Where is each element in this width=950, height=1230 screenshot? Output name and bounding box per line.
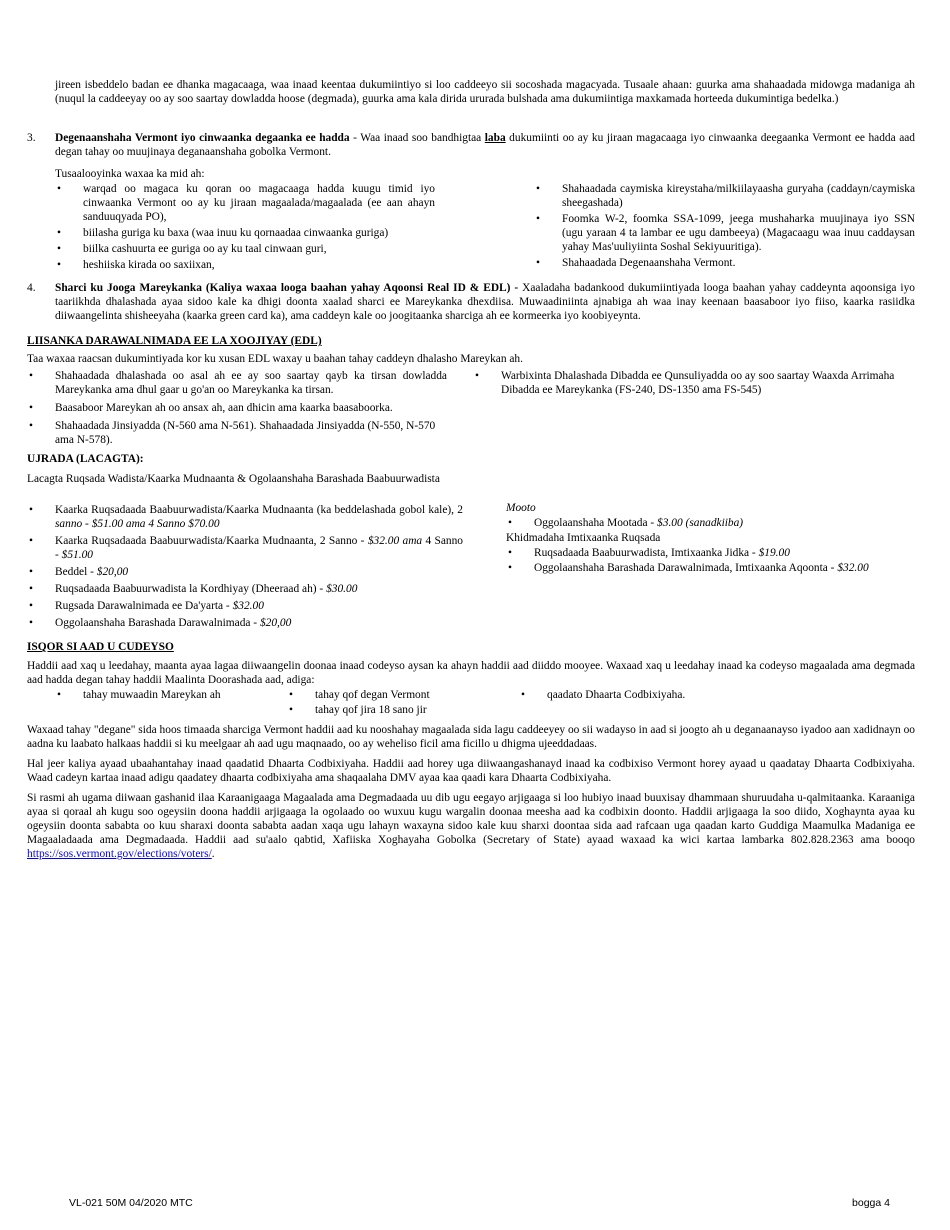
fee-text: Oggolaanshaha Mootada - [534,517,658,529]
list-item [27,534,463,562]
item-4-title: Sharci ku Jooga Mareykanka (Kaliya waxaa looga baahan yahay Aqoonsi Real ID & EDL) - [55,282,519,294]
list-item: • biilka cashuurta ee guriga oo ay ku taal cinwaan guri, [55,242,435,256]
mooto-label [506,501,536,515]
fee-amount: $3.00 (sanadkiiba) [657,517,744,529]
fee-amount: $20,00 [259,617,292,629]
list-item: • Baasaboor Mareykan ah oo ansax ah, aan dhicin ama kaarka baasaboorka. [27,401,447,415]
item-3-left-list [55,182,435,274]
fee-amount: $32.00 [837,562,869,574]
fee-amount: $51.00 [61,549,93,561]
item-3-text-b: dukumiinti oo ay ku jiraan magacaaga iyo cinwaanka deegaanka Vermont ee hadda aad degan tahay oo muujinaya deganaanshaha gobolka Vermont. [55,132,916,158]
item-3-paragraph [55,131,915,159]
item-4-number: 4. [27,282,36,294]
mooto-list [506,516,915,532]
item-3-laba: laba [484,132,506,144]
voter-criteria-col-1 [55,688,230,704]
list-item [27,599,463,613]
test-fees-list [506,546,915,577]
list-item: • tahay qof jira 18 sano jir [287,703,487,717]
edl-left-list [27,369,447,449]
voter-paragraph-3: Hal jeer kaliya ayaad ubaahantahay inaad qaadatid Dhaarta Codbixiyaha. Haddii aad horey uga diiwaangashanayd inaad ka codbixiso Vermont horey ayaad u qaadatay Dhaarta Codbixiyaha. Waad cadeyn kartaa inaad adigu qaadatey dhaarta codbixiyaha ama shaqaalaha DMV ayaa kaa qaadi kara Dhaarta Codbixiyaha. [27,758,915,784]
fees-heading: UJRADA (LACAGTA): [27,453,144,465]
list-item [27,616,463,630]
edl-intro: Taa waxaa raacsan dukumintiyada kor ku xusan EDL waxay u baahan tahay caddeyn dhalasho Mareykan ah. [27,353,523,365]
fee-amount: $30.00 [326,583,358,595]
list-item: • Shahaadada Degenaanshaha Vermont. [534,256,915,270]
voter-paragraph-1: Haddii aad xaq u leedahay, maanta ayaa lagaa diiwaangelin doonaa inaad codeyso aysan ka ahayn haddii aad diiddo mooyee. Waxaad xaq u leedahay inaad ka codeyso magaalada ama degmada aad hadda degan tahay haddii Maalinta Doorashada aad, adiga: [27,660,915,686]
item-3-title: Degenaanshaha Vermont iyo cinwaanka degaanka ee hadda [55,132,350,144]
fees-left-list [27,503,463,632]
list-item [506,516,915,530]
list-item: • Shahaadada caymiska kireystaha/milkiilayaasha guryaha (caddayn/caymiska sheegashada) [534,182,915,210]
fees-intro: Lacagta Ruqsada Wadista/Kaarka Mudnaanta & Ogolaanshaha Barashada Baabuurwadista [27,473,440,485]
fee-text: 4 Sanno - [55,535,463,561]
fee-text: Ruqsadaada Baabuurwadista, Imtixaanka Jidka - [534,547,759,559]
edl-right-list [473,369,915,399]
page-number: bogga 4 [852,1197,890,1209]
list-item [27,582,463,596]
list-item: • qaadato Dhaarta Codbixiyaha. [519,688,689,702]
fee-text: Oggolaanshaha Barashada Darawalnimada, Imtixaanka Aqoonta - [534,562,838,574]
list-item: • tahay qof degan Vermont [287,688,487,702]
fee-amount: $32.00 ama [367,535,423,547]
item-4-text: Xaaladaha badankood dukumiintiyada looga baahan yahay caddeynta aqoonsiga iyo taariikhda dhalashada ayaa sidoo kale ka dhigi doonta xaalad sharci ee Mareykanka dhexdiisa. Muwaadiniinta ajnabiga ah waa inay keenaan baasaboor iyo fiiso, kaarka rasiidka diiwaangelinta shisheeyaha (kaarka green card ka), ama caddeyn kale oo joogitaanka sharciga ah ee kormeerka iyo koobiyeynta. [55,282,915,322]
list-item: • heshiiska kirada oo saxiixan, [55,258,435,272]
elections-link[interactable]: https://sos.vermont.gov/elections/voters/ [27,848,212,860]
list-item [506,546,915,560]
mooto-label-text: Mooto [506,502,536,514]
list-item: • warqad oo magaca ku qoran oo magacaaga hadda kuugu timid iyo cinwaanka Vermont oo ay ku jiraan magaalada/magaalada (ee aan ahayn sanduuqyada PO), [55,182,435,224]
edl-heading: LIISANKA DARAWALNIMADA EE LA XOOJIYAY (EDL) [27,335,322,347]
voter-paragraph-2: Waxaad tahay "degane" sida hoos timaada sharciga Vermont haddii aad ku nooshahay magaalada sida lagu caddeeyey oo sii wadayso in aad si joogto ah u deganaanayso iyadoo aan xadidnayn oo aadna ku laabato halkaas haddii si ku meelgaar ah aad ugu maqnaado, oo ay weheliso ficil ama ficillo u dhigma ujeeddadaas. [27,724,915,750]
voter-heading: ISQOR SI AAD U CUDEYSO [27,641,174,653]
item-3-text-a: - Waa inaad soo bandhigtaa [349,132,485,144]
list-item [27,565,463,579]
voter-paragraph-4-end: . [211,848,215,860]
item-4-paragraph [55,281,915,323]
fee-text: Ruqsadaada Baabuurwadista la Kordhiyay (Dheeraad ah) - [55,583,327,595]
fee-amount: $32.00 [232,600,264,612]
list-item: • Shahaadada Jinsiyadda (N-560 ama N-561). Shahaadada Jinsiyadda (N-550, N-570 ama N-578). [27,419,447,447]
item-3-right-list [534,182,915,272]
voter-criteria-col-3 [519,688,689,704]
examples-intro: Tusaalooyinka waxaa ka mid ah: [55,168,205,180]
intro-paragraph: jireen isbeddelo badan ee dhanka magacaaga, waa inaad keentaa dukumiintiyo si loo caddeeyo sii socoshada magacyada. Tusaale ahaan: guurka ama shahaadada midowga madaniga ah (nuqul la caddeeyay oo ay soo saartay dowladda hoose (degmada), guurka ama kala dirida ururada bulshada ama dukumiintiga maxkamada horteeda dukumintiga bedelka.) [55,79,915,105]
fee-text: Rugsada Darawalnimada ee Da'yarta - [55,600,233,612]
voter-paragraph-4 [27,791,915,861]
list-item: • Shahaadada dhalashada oo asal ah ee ay soo saartay qayb ka tirsan dowladda Mareykanka ama dhul gaar u go'an oo Mareykanka ka tirsan. [27,369,447,397]
list-item [27,503,463,531]
form-code: VL-021 50M 04/2020 MTC [69,1197,193,1209]
fee-amount: $19.00 [758,547,790,559]
fee-text: Oggolaanshaha Barashada Darawalnimada - [55,617,260,629]
test-fees-label: Khidmadaha Imtixaanka Ruqsada [506,532,661,544]
fee-amount: $20,00 [96,566,129,578]
fee-text: Beddel - [55,566,97,578]
voter-criteria-col-2 [287,688,487,719]
list-item: • Foomka W-2, foomka SSA-1099, jeega mushaharka muujinaya iyo SSN (ugu yaraan 4 ta lambar ee ugu dambeeya) (Magacaagu waa inuu caddaysan yahay Mas'uuliyiinta Soshal Sekiyuuritiga). [534,212,915,254]
fee-text: Kaarka Ruqsadaada Baabuurwadista/Kaarka Mudnaanta, 2 Sanno - [55,535,368,547]
item-3-number: 3. [27,132,36,144]
list-item: • biilasha guriga ku baxa (waa inuu ku qornaadaa cinwaanka guriga) [55,226,435,240]
list-item: • Warbixinta Dhalashada Dibadda ee Qunsuliyadda oo ay soo saartay Waaxda Arrimaha Dibadda ee Mareykanka (FS-240, DS-1350 ama FS-545) [473,369,915,397]
list-item [506,561,915,575]
list-item: • tahay muwaadin Mareykan ah [55,688,230,702]
voter-paragraph-4-text: Si rasmi ah ugama diiwaan gashanid ilaa Karaanigaaga Magaalada ama Degmadaada uu dib ugu eegayo arjigaaga si loo hubiyo inaad buuxisay dhammaan shuruudaha u-qalmitaanka. Karaaniga ayaa si qoraal ah kugu soo ogeysiin doona haddii arjigaaga la ogolaado oo wuxuu kugu wargalin doonaa meesha aad ka codbixin doonto. Haddii arjigaaga la soo diido, Xoghaynta ayaa ku ogeysiin doonta sababta oo kuu sharaxi doonta sababta aadan xaqa ugu lahayn waxayna sidoo kale kuu sharxi doontaa sida aad rafcaan uga qaadan karto Guddiga Maamulka Madaniga ee Magaaladaada ama Degmadaada. Haddii aad su'aalo qabtid, Xafiiska Xoghayaha Gobolka (Secretary of State) ayaad waxaad ka wici kartaa lambarka 802.828.2363 ama booqo [27,792,915,846]
fee-amount: sanno - $51.00 ama 4 Sanno $70.00 [55,518,220,530]
fee-text: Kaarka Ruqsadaada Baabuurwadista/Kaarka Mudnaanta (ka beddelashada gobol kale), 2 [55,504,463,516]
